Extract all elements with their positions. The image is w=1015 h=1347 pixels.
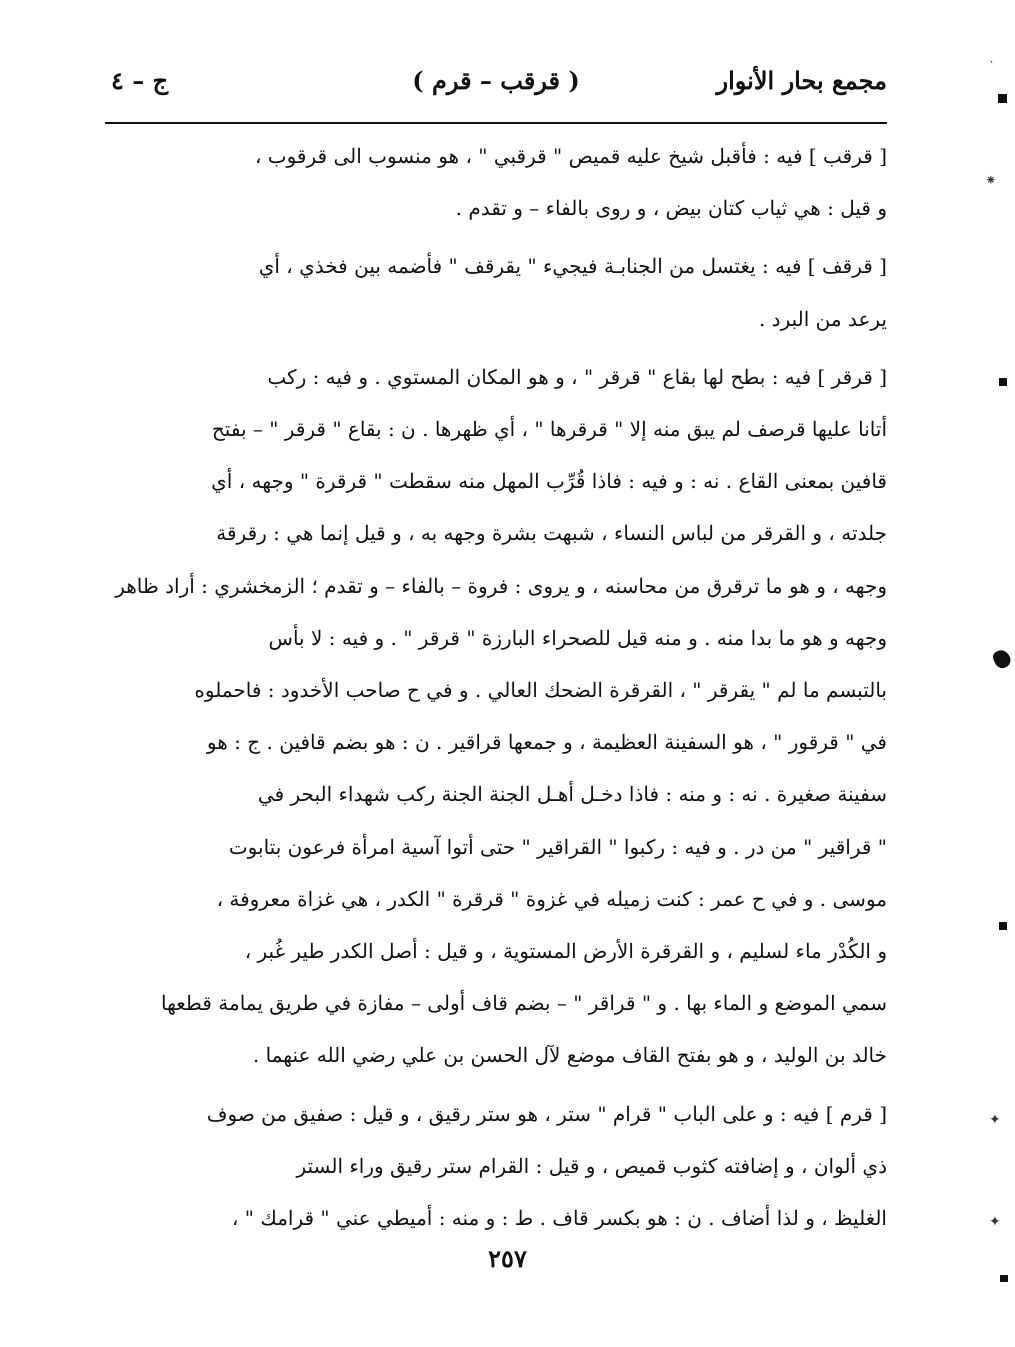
entry-line: [ قرقف ] فيه : يغتسل من الجنابـة فيجيء " يقرقف " فأضمه بين فخذي ، أي bbox=[258, 254, 887, 279]
scan-mark bbox=[999, 922, 1007, 930]
entry-line: [ قرقر ] فيه : بطح لها بقاع " قرقر " ، و هو المكان المستوي . و فيه : ركب bbox=[267, 364, 887, 389]
volume-number: ج – ٤ bbox=[111, 66, 169, 95]
entry-line: قافين بمعنى القاع . نه : و فيه : فاذا قُرِّب المهل منه سقطت " قرقرة " وجهه ، أي bbox=[211, 469, 887, 494]
scan-mark bbox=[991, 647, 1013, 670]
scan-speck: ˙ bbox=[988, 60, 995, 76]
entry-line: بالتبسم ما لم " يقرقر " ، القرقرة الضحك العالي . و في ح صاحب الأخدود : فاحملوه bbox=[194, 678, 887, 703]
scan-speck: ⁕ bbox=[985, 173, 997, 189]
entry-line: يرعد من البرد . bbox=[758, 306, 887, 331]
entry-line: [ قرم ] فيه : و على الباب " قرام " ستر ، هو ستر رقيق ، و قيل : صفيق من صوف bbox=[206, 1101, 887, 1126]
book-title: مجمع بحار الأنوار bbox=[716, 66, 887, 95]
header-rule bbox=[105, 122, 887, 124]
entry-line: و قيل : هي ثياب كتان بيض ، و روى بالفاء – و تقدم . bbox=[455, 196, 887, 221]
entry-line: [ قرقب ] فيه : فأقبل شيخ عليه قميص " قرقبي " ، هو منسوب الى قرقوب ، bbox=[254, 144, 887, 168]
entry-line: ذي ألوان ، و إضافته كثوب قميص ، و قيل : القرام ستر رقيق وراء الستر bbox=[296, 1153, 887, 1178]
entry-qarqar bbox=[105, 351, 887, 1082]
entry-line: أتانا عليها قرصف لم يبق منه إلا " قرقرها " ، أي ظهرها . ن : بقاع " قرقر " – بفتح bbox=[211, 417, 887, 442]
entry-line: خالد بن الوليد ، و هو بفتح القاف موضع لآل الحسن بن علي رضي الله عنهما . bbox=[252, 1043, 887, 1068]
scan-mark bbox=[998, 94, 1007, 103]
entry-line: و الكُدْر ماء لسليم ، و القرقرة الأرض المستوية ، و قيل : أصل الكدر طير غُبر ، bbox=[244, 939, 887, 964]
entry-line: جلدته ، و القرقر من لباس النساء ، شبهت بشرة وجهه به ، و قيل إنما هي : رقرقة bbox=[216, 521, 887, 546]
scan-speck: ✦ bbox=[989, 1112, 1001, 1128]
dictionary-body bbox=[105, 130, 887, 1244]
running-header bbox=[105, 66, 887, 110]
scan-speck: ✦ bbox=[989, 1214, 1001, 1230]
entry-line: سمي الموضع و الماء بها . و " قراقر " – بضم قاف أولى – مفازة في طريق يمامة قطعها bbox=[160, 991, 887, 1016]
entry-line: في " قرقور " ، هو السفينة العظيمة ، و جمعها قراقير . ن : هو بضم قافين . ج : هو bbox=[206, 730, 887, 755]
page-number: ٢٥٧ bbox=[488, 1244, 527, 1273]
entry-qarqab bbox=[105, 130, 887, 234]
scan-mark bbox=[999, 378, 1007, 386]
entry-qaram bbox=[105, 1088, 887, 1245]
entry-qarqaf bbox=[105, 240, 887, 344]
entry-line: وجهه و هو ما بدا منه . و منه قيل للصحراء البارزة " قرقر " . و فيه : لا بأس bbox=[268, 625, 887, 650]
entry-line: سفينة صغيرة . نه : و منه : فاذا دخـل أهـل الجنة الجنة ركب شهداء البحر في bbox=[257, 782, 887, 807]
entry-range: ( قرقب – قرم ) bbox=[412, 66, 580, 95]
entry-line: الغليظ ، و لذا أضاف . ن : هو بكسر قاف . ط : و منه : أميطي عني " قرامك " ، bbox=[231, 1206, 887, 1231]
entry-line: موسى . و في ح عمر : كنت زميله في غزوة " قرقرة " الكدر ، هي غزاة معروفة ، bbox=[216, 886, 887, 911]
entry-line: وجهه ، و هو ما ترقرق من محاسنه ، و يروى : فروة – بالفاء – و تقدم ؛ الزمخشري : أراد ظاهر bbox=[115, 573, 887, 598]
entry-line: " قراقير " من در . و فيه : ركبوا " القراقير " حتى أتوا آسية امرأة فرعون بتابوت bbox=[228, 834, 887, 859]
scan-mark bbox=[1000, 1275, 1008, 1282]
